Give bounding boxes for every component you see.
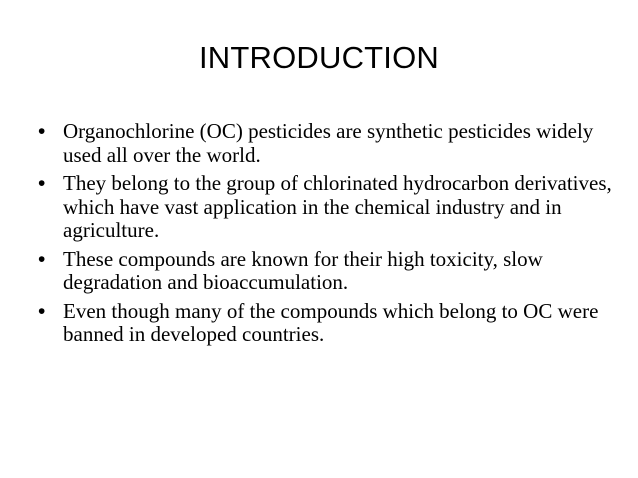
bullet-list xyxy=(38,120,618,352)
bullet-text: Organochlorine (OC) pesticides are synthetic pesticides widely used all over the world. xyxy=(63,119,594,167)
bullet-icon: • xyxy=(38,120,46,143)
bullet-text: They belong to the group of chlorinated hydrocarbon derivatives, which have vast application in the chemical industry and in agriculture. xyxy=(63,171,612,242)
slide-title: INTRODUCTION xyxy=(198,40,440,75)
bullet-item xyxy=(38,172,618,243)
bullet-item xyxy=(38,120,618,167)
bullet-text: Even though many of the compounds which belong to OC were banned in developed countries. xyxy=(63,298,599,346)
bullet-text: These compounds are known for their high toxicity, slow degradation and bioaccumulation. xyxy=(63,246,543,294)
bullet-item xyxy=(38,248,618,295)
bullet-icon: • xyxy=(38,172,46,195)
bullet-icon: • xyxy=(38,247,46,271)
bullet-icon: • xyxy=(38,299,46,323)
bullet-item xyxy=(38,300,618,347)
